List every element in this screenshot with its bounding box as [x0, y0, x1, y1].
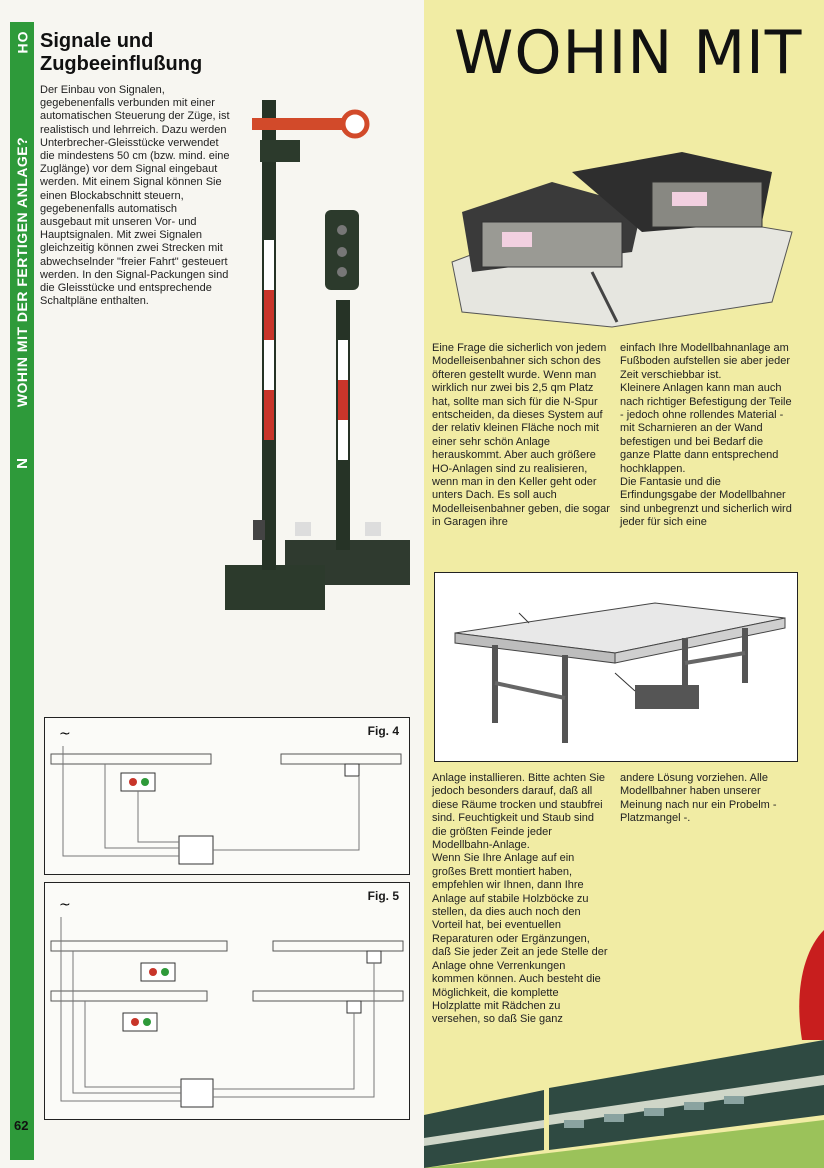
page-number: 62 — [14, 1118, 29, 1133]
col3-paragraph-1: Anlage installieren. Bitte achten Sie jedoch besonders darauf, daß all diese Räume trocken und staubfrei sind. Feuchtigkeit und Staub sind die größten Feinde jeder Modellbahn-Anlage. — [432, 772, 606, 852]
body-column-1: Eine Frage die sicherlich von jedem Modelleisenbahner sich schon des öfteren gestellt wurde. Wenn man wirklich nur zwei bis 2,5 qm Platz hat, sollte man sich für die N-Spur entscheiden, da dieses System auf der relativ kleinen Fläche noch mit einer sehr schön Anlage herauskommt. Aber auch größere HO-Anlagen sind zu realisieren, wenn man in den Keller geht oder unters Dach. Es soll auch Modelleisenbahner geben, die sogar in Garagen ihre — [432, 342, 610, 529]
title-line-2: Zugbeeinflußung — [40, 53, 203, 75]
building-illustration — [442, 112, 798, 332]
fig-4-label: Fig. 4 — [367, 724, 399, 738]
right-page — [424, 0, 824, 1168]
figure-4-wiring — [44, 717, 410, 875]
side-label: WOHIN MIT DER FERTIGEN ANLAGE? — [14, 136, 31, 408]
signal-photo — [215, 90, 415, 615]
fig-5-label: Fig. 5 — [367, 889, 399, 903]
train-photo — [424, 1020, 824, 1168]
trestle-table-illustration — [434, 572, 798, 762]
svg-text:~: ~ — [59, 897, 71, 913]
signal-body-text: Der Einbau von Signalen, gegebenenfalls verbunden mit einer automatischen Steuerung der Züge, ist realistisch und lehrreich. Dazu werden Unterbrecher-Gleisstücke verwendet die mindestens 50 cm (bzw. mind. eine Zuglänge) vor dem Signal eingebaut werden. Mit einem Signal können Sie einen Blockabschnitt steuern, gegebenenfalls automatisch ausgebaut mit unseren Vor- und Hauptsignalen. Mit zwei Signalen gleichzeitig können zwei Strecken mit abwechselnder "freier Fahrt" gesteuert werden. In den Signal-Packungen sind die Gleisstücke und entsprechende Schaltpläne enthalten. — [40, 84, 230, 308]
fig-5-diagram — [45, 883, 409, 1119]
side-label-ho: HO — [14, 30, 30, 54]
page-headline: WOHIN MIT — [454, 18, 803, 88]
side-label-n: N — [13, 457, 31, 469]
body-column-3 — [432, 772, 610, 1027]
figure-5-wiring — [44, 882, 410, 1120]
col2-paragraph-3: Die Fantasie und die Erfindungsgabe der Modellbahner sind unbegrenzt und sicherlich wird jeder für sich eine — [620, 476, 792, 529]
section-title — [40, 30, 202, 76]
title-line-1: Signale und — [40, 30, 154, 52]
col2-paragraph-2: Kleinere Anlagen kann man auch nach richtiger Befestigung der Teile - jedoch ohne rollendes Material - mit Scharnieren an der Wand befestigen und bei Bedarf die ganze Platte dann entsprechend hochklappen. — [620, 382, 792, 475]
svg-text:~: ~ — [59, 726, 71, 742]
fig-4-diagram — [45, 718, 409, 874]
col3-paragraph-2: Wenn Sie Ihre Anlage auf ein großes Brett montiert haben, empfehlen wir Ihnen, dann Ihre Anlage auf stabile Holzböcke zu stellen, da dies auch noch den Vorteil hat, bei eventuellen Reparaturen oder Ergänzungen, daß Sie jeder Zeit an jede Stelle der Anlage ohne Verrenkungen kommen können. Auch besteht die Möglichkeit, die komplette Holzplatte mit Rädchen zu versehen, so daß Sie ganz — [432, 852, 608, 1026]
col2-paragraph-1: einfach Ihre Modellbahnanlage am Fußboden aufstellen sie aber jeder Zeit verschiebbar ist. — [620, 342, 790, 381]
body-column-2 — [620, 342, 796, 530]
body-column-4: andere Lösung vorziehen. Alle Modellbahner haben unserer Meinung nach nur ein Probelm - Platzmangel -. — [620, 772, 777, 825]
